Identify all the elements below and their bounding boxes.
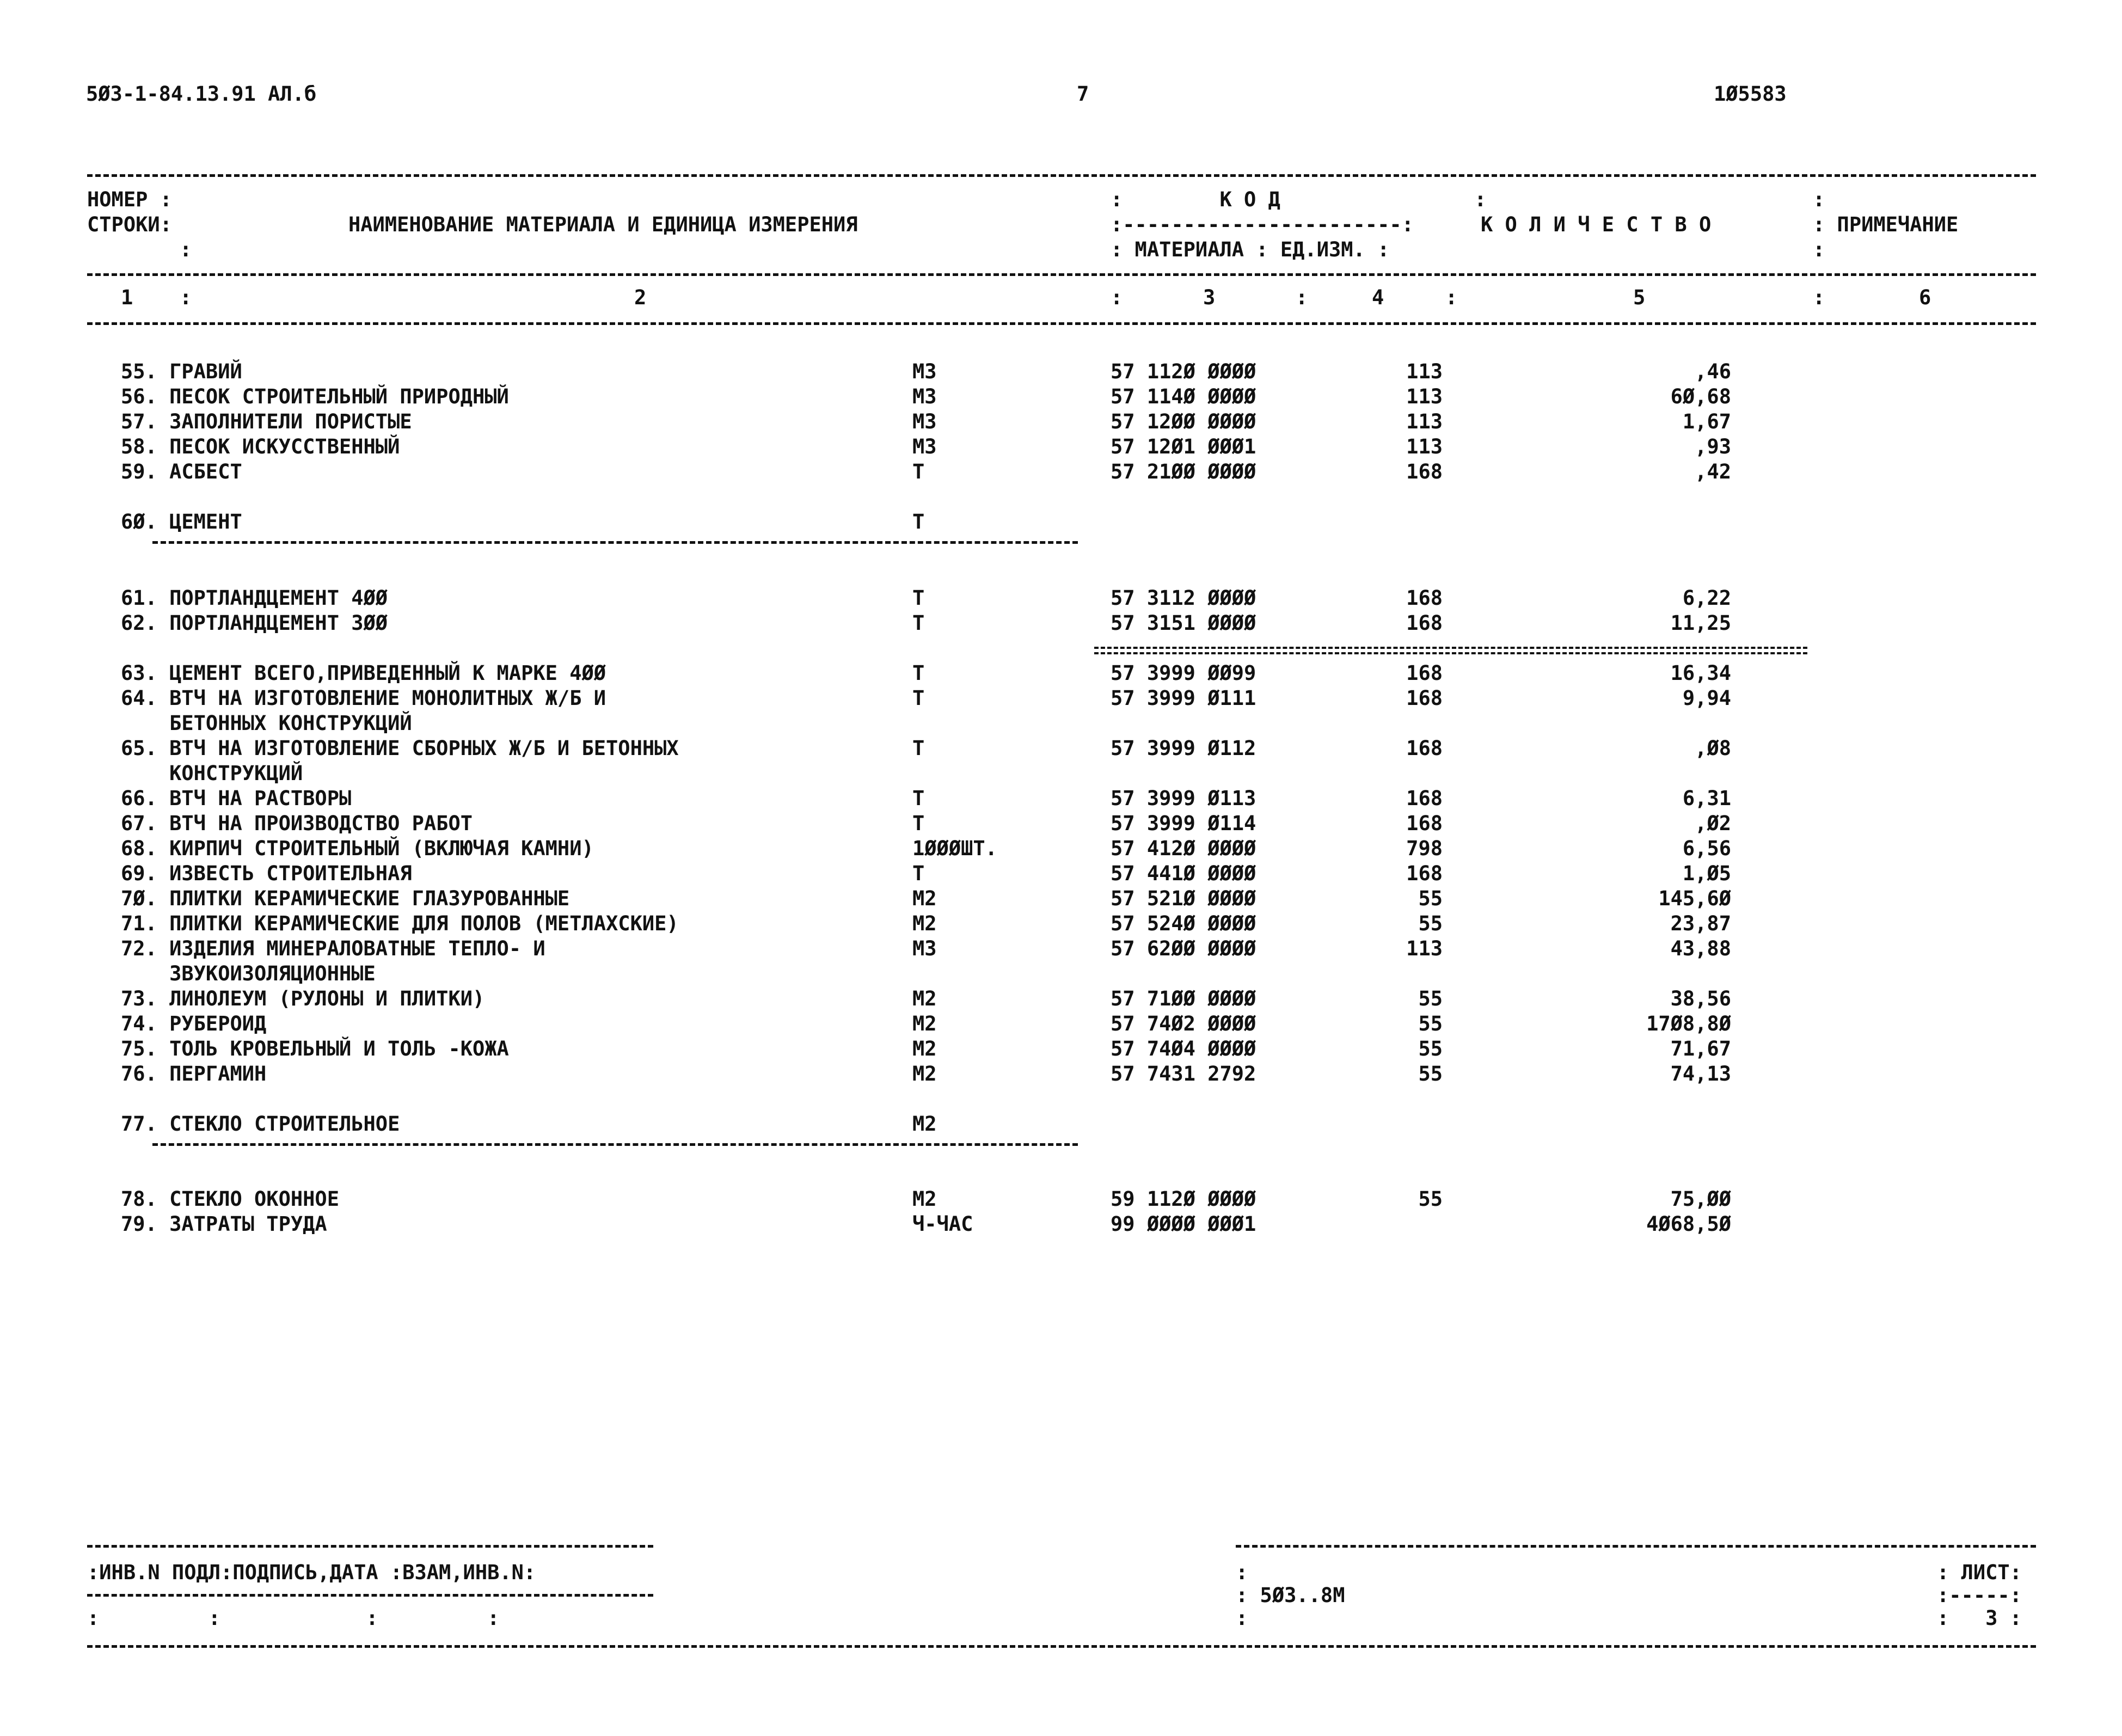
row-name: 72. ИЗДЕЛИЯ МИНЕРАЛОВАТНЫЕ ТЕПЛО- И bbox=[121, 937, 545, 960]
row-unit-code: 168 bbox=[1406, 460, 1443, 483]
header-mid-rule bbox=[87, 273, 2036, 276]
row-unit-code: 168 bbox=[1406, 787, 1443, 810]
row-unit-code: 55 bbox=[1418, 912, 1443, 935]
row-name: 66. ВТЧ НА РАСТВОРЫ bbox=[121, 787, 352, 810]
col-separator-2: : bbox=[1111, 286, 1123, 309]
row-quantity: 4Ø68,5Ø bbox=[1646, 1212, 1731, 1236]
total-double-rule-bottom bbox=[1094, 652, 1807, 654]
row-quantity: ,46 bbox=[1695, 360, 1731, 383]
header-bottom-rule bbox=[87, 322, 2036, 325]
row-quantity: ,42 bbox=[1695, 460, 1731, 483]
row-unit: Т bbox=[912, 812, 925, 835]
row-material-code: 57 3999 Ø114 bbox=[1111, 812, 1256, 835]
col-number-2: 2 bbox=[634, 286, 647, 309]
col-number-1: 1 bbox=[121, 286, 133, 309]
row-material-code: 57 3151 ØØØØ bbox=[1111, 611, 1256, 635]
footer-stamp-cells: : : : : bbox=[87, 1606, 500, 1630]
row-name: 69. ИЗВЕСТЬ СТРОИТЕЛЬНАЯ bbox=[121, 862, 412, 885]
row-unit-code: 168 bbox=[1406, 661, 1443, 685]
header-note: : ПРИМЕЧАНИЕ bbox=[1813, 213, 1959, 236]
row-material-code: 57 524Ø ØØØØ bbox=[1111, 912, 1256, 935]
row-unit-code: 55 bbox=[1418, 887, 1443, 910]
row-quantity: 145,6Ø bbox=[1658, 887, 1731, 910]
col-number-3: 3 bbox=[1203, 286, 1216, 309]
row-material-code: 57 521Ø ØØØØ bbox=[1111, 887, 1256, 910]
row-quantity: 6,56 bbox=[1682, 837, 1731, 860]
row-unit: М3 bbox=[912, 410, 937, 433]
header-row-no-line3: : bbox=[180, 238, 192, 261]
row-material-code: 99 ØØØØ ØØØ1 bbox=[1111, 1212, 1256, 1236]
row-quantity: 38,56 bbox=[1670, 987, 1731, 1010]
row-material-code: 57 7431 2792 bbox=[1111, 1062, 1256, 1085]
row-unit-code: 168 bbox=[1406, 812, 1443, 835]
footer-sheet-label: : ЛИСТ: bbox=[1937, 1561, 2022, 1584]
row-name: 62. ПОРТЛАНДЦЕМЕНТ 3ØØ bbox=[121, 611, 388, 635]
row-unit: Т bbox=[912, 686, 925, 710]
section-unit-cement: Т bbox=[912, 510, 925, 533]
row-unit: М2 bbox=[912, 1037, 937, 1060]
row-quantity: 43,88 bbox=[1670, 937, 1731, 960]
total-double-rule-top bbox=[1094, 647, 1807, 649]
row-material-code: 59 112Ø ØØØØ bbox=[1111, 1187, 1256, 1211]
row-quantity: 1,Ø5 bbox=[1682, 862, 1731, 885]
section-title-glass: 77. СТЕКЛО СТРОИТЕЛЬНОЕ bbox=[121, 1112, 400, 1136]
row-quantity: 74,13 bbox=[1670, 1062, 1731, 1085]
row-name: 74. РУБЕРОИД bbox=[121, 1012, 267, 1035]
row-material-code: 57 441Ø ØØØØ bbox=[1111, 862, 1256, 885]
footer-doc-colon-top: : bbox=[1236, 1561, 1248, 1584]
row-unit: Т bbox=[912, 787, 925, 810]
row-unit-code: 168 bbox=[1406, 611, 1443, 635]
header-row-no-line2: СТРОКИ: bbox=[87, 213, 172, 236]
row-unit: М3 bbox=[912, 360, 937, 383]
row-name-continuation: БЕТОННЫХ КОНСТРУКЦИЙ bbox=[121, 711, 412, 735]
row-quantity: 11,25 bbox=[1670, 611, 1731, 635]
row-unit-code: 168 bbox=[1406, 737, 1443, 760]
row-name: 67. ВТЧ НА ПРОИЗВОДСТВО РАБОТ bbox=[121, 812, 473, 835]
footer-left-top-rule bbox=[87, 1545, 653, 1548]
header-code-title: : К О Д : bbox=[1111, 188, 1487, 211]
row-unit: Т bbox=[912, 737, 925, 760]
row-unit-code: 55 bbox=[1418, 1012, 1443, 1035]
row-quantity: 75,ØØ bbox=[1670, 1187, 1731, 1211]
row-material-code: 57 12Ø1 ØØØ1 bbox=[1111, 435, 1256, 458]
row-unit-code: 168 bbox=[1406, 862, 1443, 885]
footer-bottom-rule bbox=[87, 1645, 2036, 1648]
row-quantity: 6Ø,68 bbox=[1670, 385, 1731, 408]
row-unit: Т bbox=[912, 586, 925, 610]
header-name: НАИМЕНОВАНИЕ МАТЕРИАЛА И ЕДИНИЦА ИЗМЕРЕНИЯ bbox=[348, 213, 858, 236]
row-material-code: 57 3112 ØØØØ bbox=[1111, 586, 1256, 610]
section-underline-glass bbox=[152, 1143, 1078, 1146]
row-unit: Т bbox=[912, 862, 925, 885]
row-unit-code: 55 bbox=[1418, 1187, 1443, 1211]
row-unit-code: 168 bbox=[1406, 686, 1443, 710]
row-unit: Ч-ЧАС bbox=[912, 1212, 973, 1236]
header-code-sub: : МАТЕРИАЛА : ЕД.ИЗМ. : bbox=[1111, 238, 1390, 261]
col-separator-1: : bbox=[180, 286, 192, 309]
row-unit: М2 bbox=[912, 912, 937, 935]
row-material-code: 57 21ØØ ØØØØ bbox=[1111, 460, 1256, 483]
row-unit: М3 bbox=[912, 435, 937, 458]
section-underline-cement bbox=[152, 541, 1078, 544]
row-name: 78. СТЕКЛО ОКОННОЕ bbox=[121, 1187, 339, 1211]
col-number-4: 4 bbox=[1372, 286, 1384, 309]
row-material-code: 57 3999 Ø111 bbox=[1111, 686, 1256, 710]
row-unit-code: 798 bbox=[1406, 837, 1443, 860]
row-quantity: 6,22 bbox=[1682, 586, 1731, 610]
row-name: 59. АСБЕСТ bbox=[121, 460, 242, 483]
row-unit: М2 bbox=[912, 887, 937, 910]
row-material-code: 57 412Ø ØØØØ bbox=[1111, 837, 1256, 860]
row-unit: Т bbox=[912, 460, 925, 483]
footer-doc-code: : 5Ø3..8М bbox=[1236, 1584, 1345, 1607]
row-material-code: 57 114Ø ØØØØ bbox=[1111, 385, 1256, 408]
row-name: 68. КИРПИЧ СТРОИТЕЛЬНЫЙ (ВКЛЮЧАЯ КАМНИ) bbox=[121, 837, 594, 860]
row-material-code: 57 112Ø ØØØØ bbox=[1111, 360, 1256, 383]
row-unit: М2 bbox=[912, 1012, 937, 1035]
row-material-code: 57 3999 Ø113 bbox=[1111, 787, 1256, 810]
row-material-code: 57 74Ø2 ØØØØ bbox=[1111, 1012, 1256, 1035]
col-separator-5: : bbox=[1813, 286, 1825, 309]
header-row-no-line1: НОМЕР : bbox=[87, 188, 172, 211]
row-quantity: 71,67 bbox=[1670, 1037, 1731, 1060]
row-unit-code: 113 bbox=[1406, 410, 1443, 433]
col-separator-4: : bbox=[1445, 286, 1458, 309]
row-quantity: 1,67 bbox=[1682, 410, 1731, 433]
row-quantity: 17Ø8,8Ø bbox=[1646, 1012, 1731, 1035]
row-name: 71. ПЛИТКИ КЕРАМИЧЕСКИЕ ДЛЯ ПОЛОВ (МЕТЛАХСКИЕ) bbox=[121, 912, 679, 935]
row-material-code: 57 3999 Ø112 bbox=[1111, 737, 1256, 760]
header-quantity: К О Л И Ч Е С Т В О bbox=[1481, 213, 1712, 236]
header-note-colon-top: : bbox=[1813, 188, 1825, 211]
row-name: 63. ЦЕМЕНТ ВСЕГО,ПРИВЕДЕННЫЙ К МАРКЕ 4ØØ bbox=[121, 661, 606, 685]
row-name: 56. ПЕСОК СТРОИТЕЛЬНЫЙ ПРИРОДНЫЙ bbox=[121, 385, 509, 408]
row-quantity: 16,34 bbox=[1670, 661, 1731, 685]
section-title-cement: 6Ø. ЦЕМЕНТ bbox=[121, 510, 242, 533]
row-name: 57. ЗАПОЛНИТЕЛИ ПОРИСТЫЕ bbox=[121, 410, 412, 433]
row-unit-code: 55 bbox=[1418, 1037, 1443, 1060]
row-unit: Т bbox=[912, 611, 925, 635]
row-unit-code: 168 bbox=[1406, 586, 1443, 610]
footer-doc-colon-bottom: : bbox=[1236, 1606, 1248, 1630]
row-material-code: 57 74Ø4 ØØØØ bbox=[1111, 1037, 1256, 1060]
row-unit-code: 113 bbox=[1406, 937, 1443, 960]
row-material-code: 57 3999 ØØ99 bbox=[1111, 661, 1256, 685]
row-unit: М2 bbox=[912, 1062, 937, 1085]
row-quantity: 9,94 bbox=[1682, 686, 1731, 710]
col-separator-3: : bbox=[1296, 286, 1308, 309]
row-name: 76. ПЕРГАМИН bbox=[121, 1062, 267, 1085]
col-number-5: 5 bbox=[1633, 286, 1646, 309]
row-name: 55. ГРАВИЙ bbox=[121, 360, 242, 383]
row-material-code: 57 12ØØ ØØØØ bbox=[1111, 410, 1256, 433]
row-quantity: 23,87 bbox=[1670, 912, 1731, 935]
row-unit: Т bbox=[912, 661, 925, 685]
row-name: 64. ВТЧ НА ИЗГОТОВЛЕНИЕ МОНОЛИТНЫХ Ж/Б И bbox=[121, 686, 606, 710]
col-number-6: 6 bbox=[1919, 286, 1931, 309]
row-quantity: ,Ø2 bbox=[1695, 812, 1731, 835]
header-top-rule bbox=[87, 174, 2036, 177]
footer-sheet-separator: :-----: bbox=[1937, 1584, 2022, 1607]
row-name: 73. ЛИНОЛЕУМ (РУЛОНЫ И ПЛИТКИ) bbox=[121, 987, 485, 1010]
row-name: 7Ø. ПЛИТКИ КЕРАМИЧЕСКИЕ ГЛАЗУРОВАННЫЕ bbox=[121, 887, 570, 910]
row-unit: М2 bbox=[912, 1187, 937, 1211]
row-unit-code: 55 bbox=[1418, 1062, 1443, 1085]
row-unit: М3 bbox=[912, 937, 937, 960]
row-quantity: ,93 bbox=[1695, 435, 1731, 458]
row-unit-code: 113 bbox=[1406, 360, 1443, 383]
row-unit: М3 bbox=[912, 385, 937, 408]
row-unit-code: 113 bbox=[1406, 435, 1443, 458]
page-number: 7 bbox=[1077, 82, 1089, 106]
row-quantity: ,Ø8 bbox=[1695, 737, 1731, 760]
row-name-continuation: КОНСТРУКЦИЙ bbox=[121, 762, 303, 785]
document-code: 5Ø3-1-84.13.91 АЛ.б bbox=[86, 82, 317, 106]
row-name: 65. ВТЧ НА ИЗГОТОВЛЕНИЕ СБОРНЫХ Ж/Б И БЕТОННЫХ bbox=[121, 737, 679, 760]
row-material-code: 57 71ØØ ØØØØ bbox=[1111, 987, 1256, 1010]
row-material-code: 57 62ØØ ØØØØ bbox=[1111, 937, 1256, 960]
row-name: 61. ПОРТЛАНДЦЕМЕНТ 4ØØ bbox=[121, 586, 388, 610]
footer-left-mid-rule bbox=[87, 1594, 653, 1597]
row-name: 58. ПЕСОК ИСКУССТВЕННЫЙ bbox=[121, 435, 400, 458]
row-unit-code: 55 bbox=[1418, 987, 1443, 1010]
footer-stamp-labels: :ИНВ.N ПОДЛ:ПОДПИСЬ,ДАТА :ВЗАМ,ИНВ.N: bbox=[87, 1561, 536, 1584]
row-name: 75. ТОЛЬ КРОВЕЛЬНЫЙ И ТОЛЬ -КОЖА bbox=[121, 1037, 509, 1060]
header-code-separator: :-----------------------: bbox=[1111, 213, 1414, 236]
header-note-colon-bottom: : bbox=[1813, 238, 1825, 261]
row-unit: 1ØØØШТ. bbox=[912, 837, 997, 860]
row-name: 79. ЗАТРАТЫ ТРУДА bbox=[121, 1212, 327, 1236]
row-name-continuation: ЗВУКОИЗОЛЯЦИОННЫЕ bbox=[121, 962, 376, 985]
document-number: 1Ø5583 bbox=[1714, 82, 1787, 106]
section-unit-glass: М2 bbox=[912, 1112, 937, 1136]
row-unit: М2 bbox=[912, 987, 937, 1010]
row-unit-code: 113 bbox=[1406, 385, 1443, 408]
footer-sheet-number: : 3 : bbox=[1937, 1606, 2022, 1630]
row-quantity: 6,31 bbox=[1682, 787, 1731, 810]
footer-right-top-rule bbox=[1236, 1545, 2036, 1548]
